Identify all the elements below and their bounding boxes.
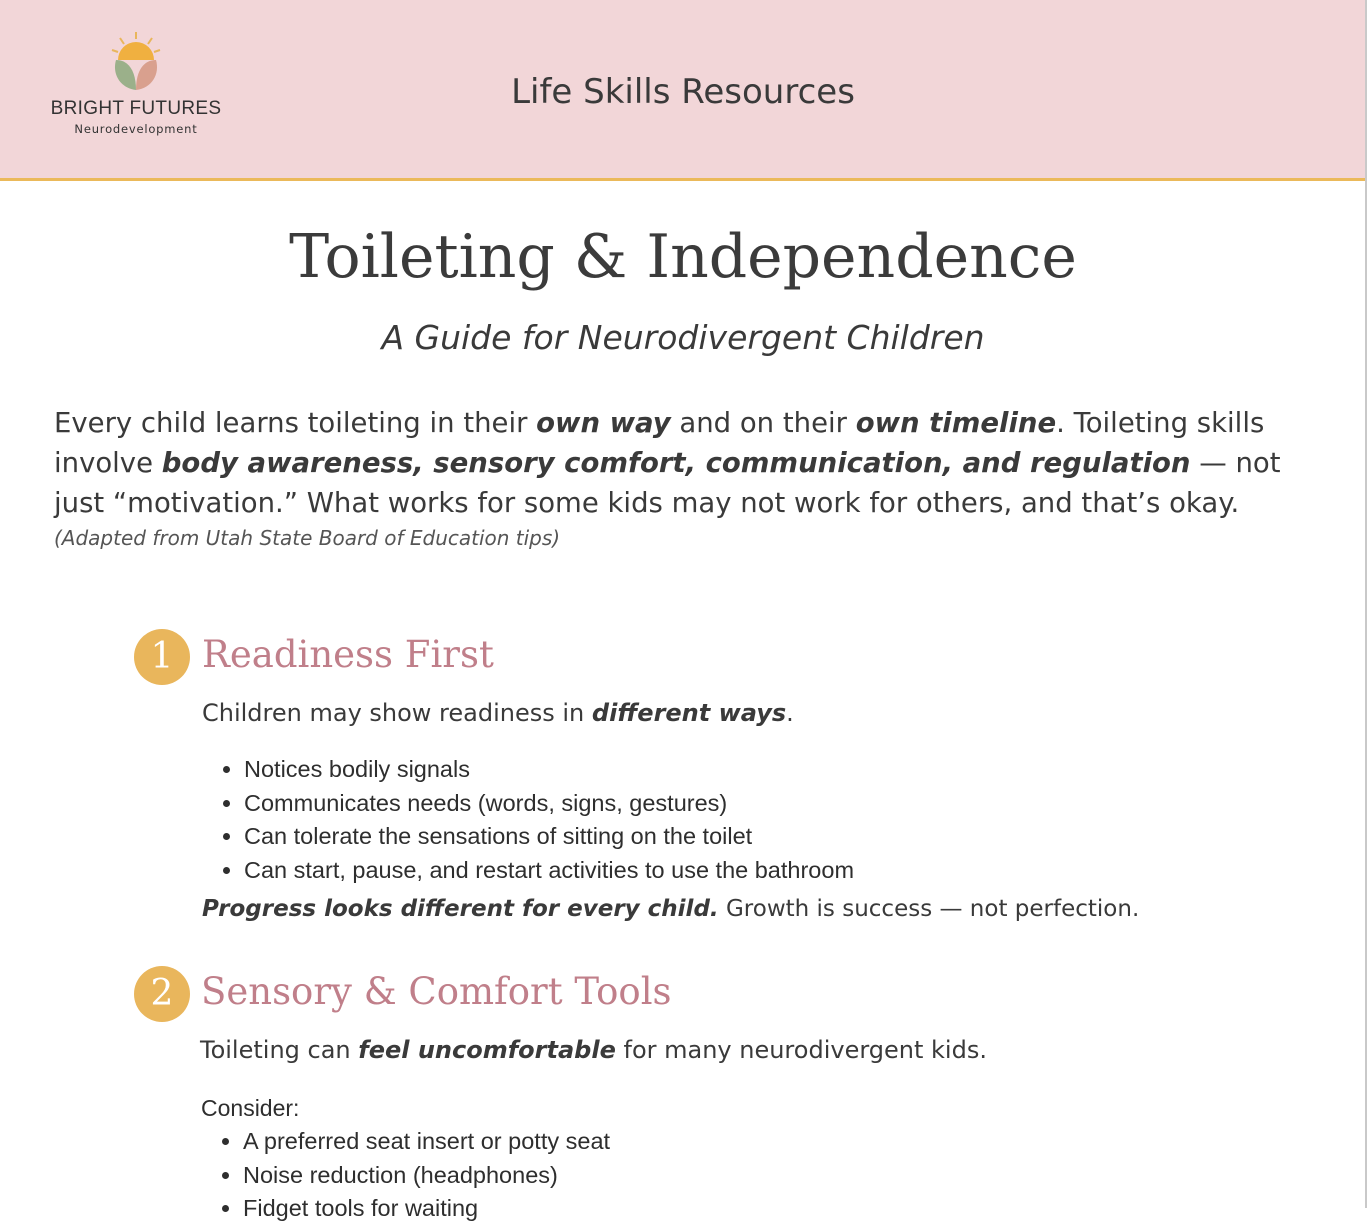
list-item: • Can tolerate the sensations of sitting on the toilet bbox=[244, 820, 854, 854]
intro-text: and on their bbox=[670, 407, 856, 439]
sensory-tools-list bbox=[201, 1125, 610, 1226]
note-text: Growth is success — not perfection. bbox=[718, 896, 1140, 922]
lead-emphasis: different ways bbox=[591, 699, 787, 727]
consider-label: Consider: bbox=[201, 1095, 300, 1121]
lead-emphasis: feel uncomfortable bbox=[358, 1036, 616, 1064]
header-title: Life Skills Resources bbox=[511, 72, 855, 112]
intro-text: Every child learns toileting in their bbox=[54, 407, 537, 439]
readiness-list bbox=[202, 753, 854, 888]
intro-text: . Toileting skills involve bbox=[54, 407, 1265, 479]
page-title: Toileting & Independence bbox=[289, 222, 1077, 292]
list-item: • A preferred seat insert or potty seat bbox=[243, 1125, 610, 1159]
lead-text: Children may show readiness in bbox=[202, 699, 592, 727]
section-title: Readiness First bbox=[202, 633, 494, 676]
lead-text: . bbox=[786, 699, 794, 727]
section-lead bbox=[202, 699, 794, 727]
note-emphasis: Progress looks different for every child. bbox=[202, 896, 719, 922]
intro-emphasis: body awareness, sensory comfort, communication, and regulation bbox=[161, 447, 1191, 479]
intro-paragraph bbox=[54, 403, 1324, 523]
section-lead bbox=[200, 1036, 987, 1064]
section-number-badge: 1 bbox=[134, 629, 190, 685]
intro-emphasis: own way bbox=[536, 407, 671, 439]
list-item: • Noise reduction (headphones) bbox=[243, 1159, 610, 1193]
page-subtitle: A Guide for Neurodivergent Children bbox=[381, 318, 985, 357]
list-item: • Notices bodily signals bbox=[244, 753, 854, 787]
list-item: • Fidget tools for waiting bbox=[243, 1192, 610, 1226]
header-band bbox=[0, 0, 1366, 181]
lead-text: for many neurodivergent kids. bbox=[615, 1036, 987, 1064]
intro-text: — not just “motivation.” What works for some kids may not work for others, and that’s okay. bbox=[54, 447, 1281, 519]
source-note: (Adapted from Utah State Board of Education tips) bbox=[54, 526, 561, 550]
intro-emphasis: own timeline bbox=[855, 407, 1057, 439]
section-number-badge: 2 bbox=[134, 966, 190, 1022]
page-edge-divider bbox=[1365, 0, 1367, 1208]
list-item: • Can start, pause, and restart activities to use the bathroom bbox=[244, 854, 854, 888]
logo-name: BRIGHT FUTURES bbox=[50, 98, 222, 119]
list-item: • Communicates needs (words, signs, gestures) bbox=[244, 787, 854, 821]
section-title: Sensory & Comfort Tools bbox=[201, 970, 672, 1013]
lead-text: Toileting can bbox=[200, 1036, 359, 1064]
logo-subtitle: Neurodevelopment bbox=[74, 122, 198, 136]
section-note bbox=[202, 896, 1139, 922]
